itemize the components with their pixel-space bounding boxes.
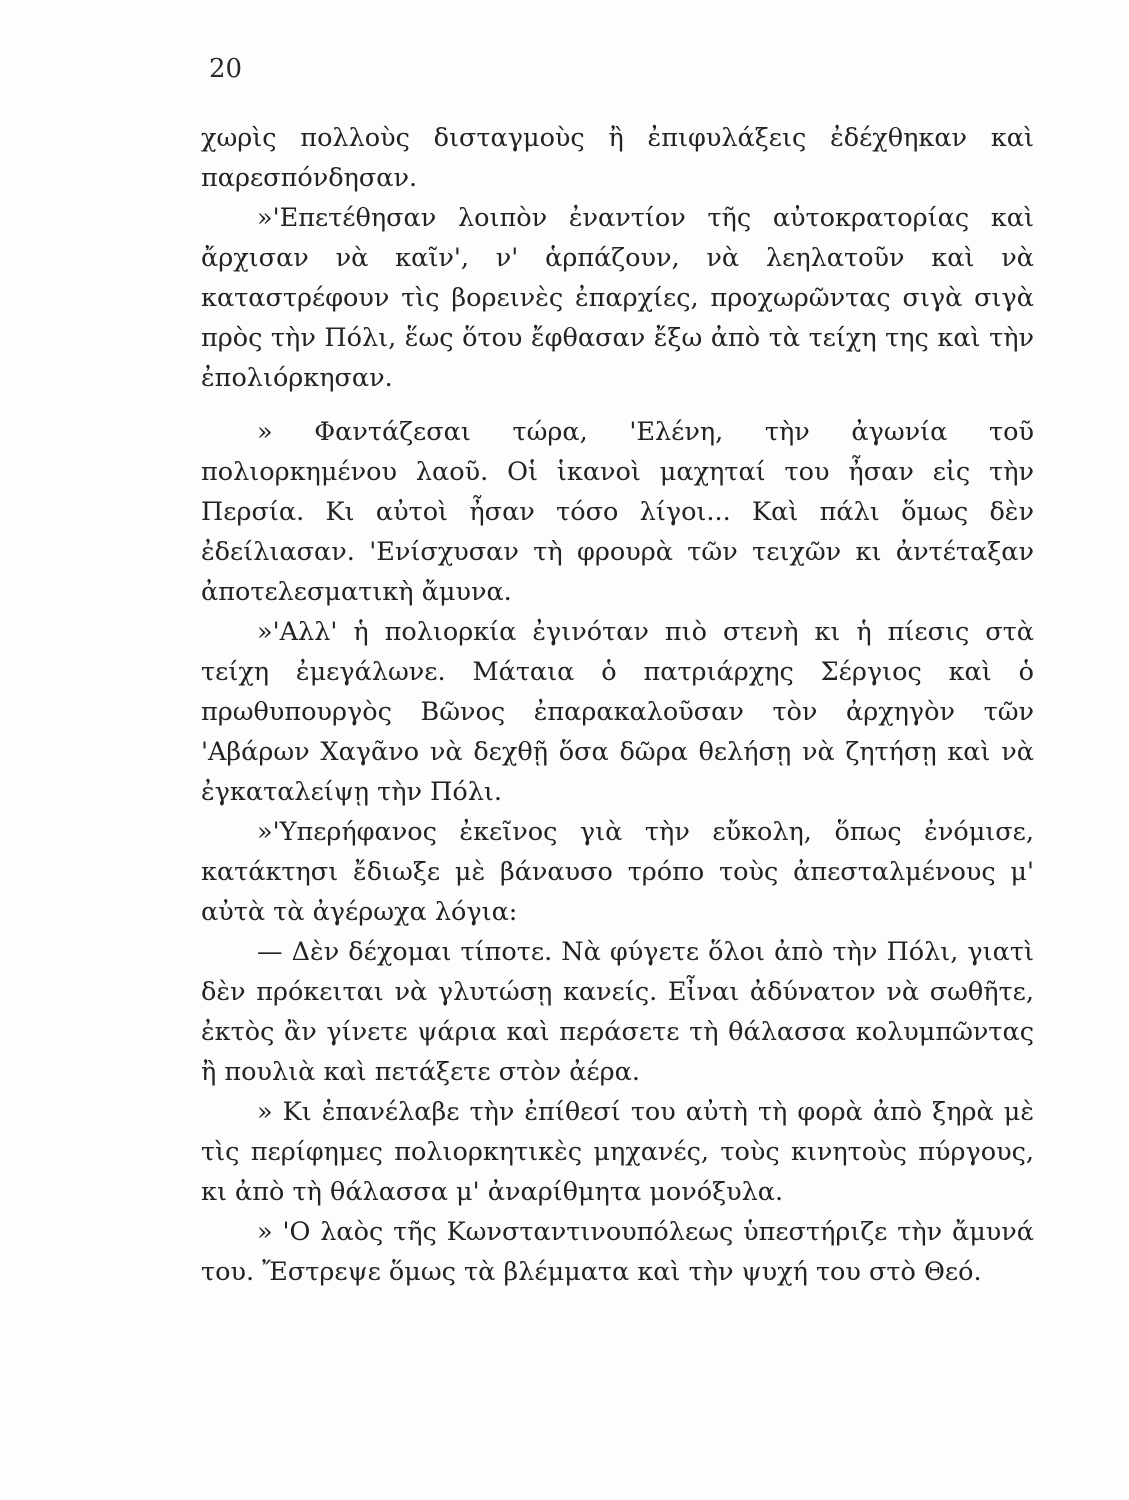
- paragraph-5: »'Υπερήφανος ἐκεῖνος γιὰ τὴν εὔκολη, ὅπως ἐνόμισε, κατάκτησι ἔδιωξε μὲ βάναυσο τρόπο τοὺς ἀπεσταλμένους μ' αὐτὰ τὰ ἀγέρωχα λόγια:: [201, 817, 1034, 927]
- paragraph-1: χωρὶς πολλοὺς δισταγμοὺς ἢ ἐπιφυλάξεις ἐδέχθηκαν καὶ παρεσπόνδησαν.: [201, 123, 1034, 193]
- dialogue-quote: — Δὲν δέχομαι τίποτε. Νὰ φύγετε ὅλοι ἀπὸ τὴν Πόλι, γιατὶ δὲν πρόκειται νὰ γλυτώσῃ κανείς. Εἶναι ἀδύνατον νὰ σωθῆτε, ἐκτὸς ἂν γίνετε ψάρια καὶ περάσετε τὴ θάλασσα κολυμπῶντας ἢ πουλιὰ καὶ πετάξετε στὸν ἀέρα.: [201, 937, 1034, 1087]
- paragraph-3: » Φαντάζεσαι τώρα, 'Ελένη, τὴν ἀγωνία τοῦ πολιορκημένου λαοῦ. Οἱ ἱκανοὶ μαχηταί του ἦσαν εἰς τὴν Περσία. Κι αὐτοὶ ἦσαν τόσο λίγοι... Καὶ πάλι ὅμως δὲν ἐδείλιασαν. 'Ενίσχυσαν τὴ φρουρὰ τῶν τειχῶν κι ἀντέταξαν ἀποτελεσματικὴ ἄμυνα.: [201, 417, 1034, 607]
- body-text: [201, 118, 1034, 1292]
- paragraph-7: » Κι ἐπανέλαβε τὴν ἐπίθεσί του αὐτὴ τὴ φορὰ ἀπὸ ξηρὰ μὲ τὶς περίφημες πολιορκητικὲς μηχανές, τοὺς κινητοὺς πύργους, κι ἀπὸ τὴ θάλασσα μ' ἀναρίθμητα μονόξυλα.: [201, 1097, 1034, 1207]
- paragraph-2: »'Επετέθησαν λοιπὸν ἐναντίον τῆς αὐτοκρατορίας καὶ ἄρχισαν νὰ καῖν', ν' ἁρπάζουν, νὰ λεηλατοῦν καὶ νὰ καταστρέφουν τὶς βορεινὲς ἐπαρχίες, προχωρῶντας σιγὰ σιγὰ πρὸς τὴν Πόλι, ἕως ὅτου ἔφθασαν ἔξω ἀπὸ τὰ τείχη της καὶ τὴν ἐπολιόρκησαν.: [201, 203, 1034, 393]
- page-number: 20: [209, 54, 243, 84]
- paragraph-8: » 'Ο λαὸς τῆς Κωνσταντινουπόλεως ὑπεστήριζε τὴν ἄμυνά του. Ἔστρεψε ὅμως τὰ βλέμματα καὶ τὴν ψυχή του στὸ Θεό.: [201, 1217, 1034, 1287]
- paragraph-4: »'Αλλ' ἡ πολιορκία ἐγινόταν πιὸ στενὴ κι ἡ πίεσις στὰ τείχη ἐμεγάλωνε. Μάταια ὁ πατριάρχης Σέργιος καὶ ὁ πρωθυπουργὸς Βῶνος ἐπαρακαλοῦσαν τὸν ἀρχηγὸν τῶν 'Αβάρων Χαγᾶνο νὰ δεχθῇ ὅσα δῶρα θελήσῃ νὰ ζητήσῃ καὶ νὰ ἐγκαταλείψῃ τὴν Πόλι.: [201, 617, 1034, 807]
